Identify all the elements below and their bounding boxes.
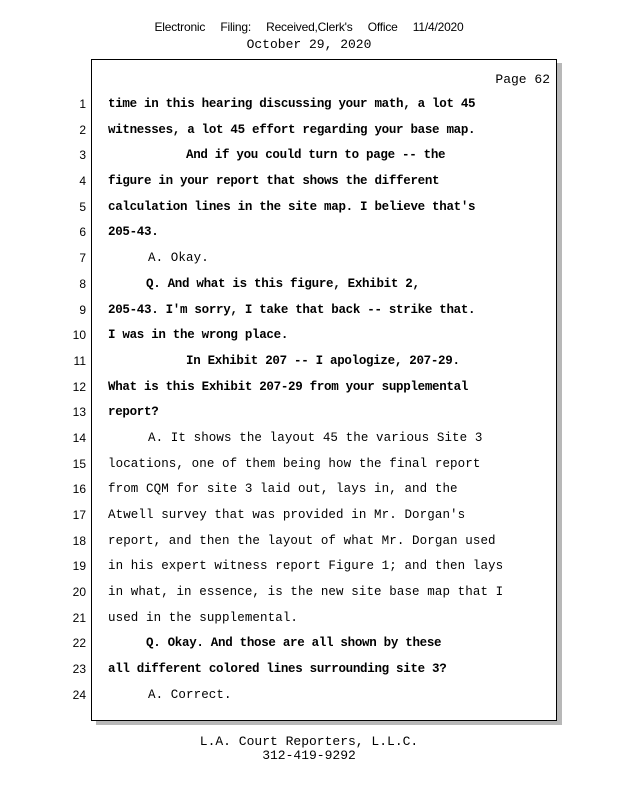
filing-word: Filing: bbox=[220, 20, 251, 34]
line-number: 11 bbox=[73, 353, 86, 368]
transcript-line: used in the supplemental. bbox=[108, 610, 299, 625]
transcript-line: Q. Okay. And those are all shown by these bbox=[146, 636, 442, 651]
line-number: 10 bbox=[72, 328, 86, 343]
transcript-line: Q. And what is this figure, Exhibit 2, bbox=[146, 276, 420, 291]
line-number: 20 bbox=[72, 585, 86, 600]
transcript-line: all different colored lines surrounding site 3? bbox=[108, 662, 447, 677]
reporter-phone: 312-419-9292 bbox=[262, 748, 356, 763]
line-number: 14 bbox=[72, 430, 86, 445]
line-number: 6 bbox=[79, 225, 86, 240]
line-number: 1 bbox=[79, 97, 86, 111]
page-number: Page 62 bbox=[495, 72, 550, 87]
transcript-line: A. Correct. bbox=[148, 687, 232, 702]
filing-date: 11/4/2020 bbox=[412, 20, 464, 34]
transcript-line: 205-43. bbox=[108, 225, 159, 240]
line-number: 5 bbox=[79, 199, 86, 214]
line-number-column bbox=[60, 92, 86, 709]
transcript-line: witnesses, a lot 45 effort regarding your base map. bbox=[108, 122, 476, 137]
line-number: 4 bbox=[79, 174, 86, 189]
line-number: 16 bbox=[72, 482, 86, 497]
line-number: 19 bbox=[72, 559, 86, 574]
transcript-line: figure in your report that shows the different bbox=[108, 174, 440, 189]
transcript-line: locations, one of them being how the final report bbox=[108, 456, 481, 471]
line-number: 8 bbox=[79, 276, 86, 291]
line-number: 7 bbox=[79, 251, 86, 266]
transcript-line: What is this Exhibit 207-29 from your supplemental bbox=[108, 379, 469, 394]
line-number: 24 bbox=[72, 687, 86, 702]
electronic-filing-stamp bbox=[0, 20, 618, 34]
transcript-line: A. It shows the layout 45 the various Site 3 bbox=[148, 430, 483, 445]
transcript-line: I was in the wrong place. bbox=[108, 328, 289, 343]
transcript-line: from CQM for site 3 laid out, lays in, and the bbox=[108, 482, 458, 497]
transcript-line: report, and then the layout of what Mr. Dorgan used bbox=[108, 533, 496, 548]
line-number: 21 bbox=[72, 610, 86, 625]
transcript-text bbox=[108, 92, 548, 709]
transcript-line: time in this hearing discussing your math, a lot 45 bbox=[108, 97, 476, 111]
transcript-line: in his expert witness report Figure 1; and then lays bbox=[108, 559, 504, 574]
line-number: 15 bbox=[72, 456, 86, 471]
line-number: 9 bbox=[79, 302, 86, 317]
line-number: 2 bbox=[79, 122, 86, 137]
line-number: 22 bbox=[72, 636, 86, 651]
transcript-line: report? bbox=[108, 405, 159, 420]
transcript-line: Atwell survey that was provided in Mr. Dorgan's bbox=[108, 508, 466, 522]
transcript-line: calculation lines in the site map. I believe that's bbox=[108, 199, 476, 214]
line-number: 3 bbox=[79, 148, 86, 163]
transcript-line: In Exhibit 207 -- I apologize, 207-29. bbox=[186, 353, 460, 368]
line-number: 23 bbox=[72, 662, 86, 677]
transcript-line: in what, in essence, is the new site base map that I bbox=[108, 585, 504, 600]
filing-label: Electronic bbox=[154, 20, 206, 34]
transcript-line: And if you could turn to page -- the bbox=[186, 148, 446, 163]
transcript-date: October 29, 2020 bbox=[246, 37, 372, 52]
office-label: Office bbox=[367, 20, 398, 34]
received-label: Received,Clerk's bbox=[266, 20, 353, 34]
line-number: 12 bbox=[72, 379, 86, 394]
reporter-company: L.A. Court Reporters, L.L.C. bbox=[199, 734, 419, 749]
line-number: 18 bbox=[72, 533, 86, 548]
transcript-line: 205-43. I'm sorry, I take that back -- strike that. bbox=[108, 302, 476, 317]
transcript-line: A. Okay. bbox=[148, 251, 209, 266]
line-number: 17 bbox=[72, 508, 86, 522]
line-number: 13 bbox=[72, 405, 86, 420]
